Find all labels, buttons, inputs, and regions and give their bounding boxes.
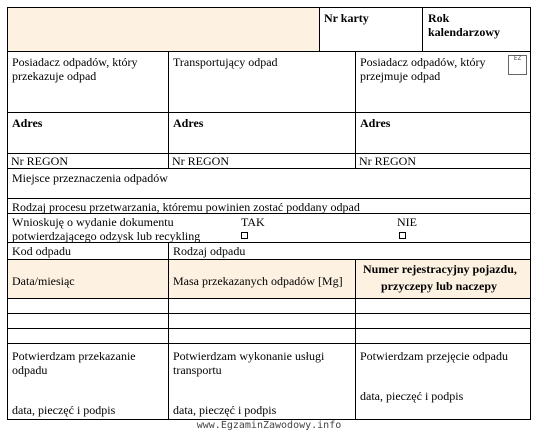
mass-label: Masa przekazanych odpadów [Mg]: [173, 274, 343, 288]
yes-checkbox[interactable]: [241, 232, 248, 239]
date-month-header: [7, 259, 169, 299]
regon-cell-3: [355, 153, 531, 169]
recovery-request-cell: [7, 213, 531, 243]
table-row[interactable]: [168, 298, 356, 314]
yes-label: TAK: [241, 215, 265, 229]
table-row[interactable]: [7, 328, 169, 344]
confirm-transport-cell: [168, 343, 356, 420]
table-row[interactable]: [168, 313, 356, 329]
address-cell-1: [7, 112, 169, 154]
table-row[interactable]: [355, 298, 531, 314]
regon-label-2: Nr REGON: [172, 154, 229, 168]
confirm-receipt-cell: [355, 343, 531, 420]
destination-label: Miejsce przeznaczenia odpadów: [12, 171, 168, 185]
watermark-stamp-text: EZ: [513, 55, 522, 62]
confirm-transfer-cell: [7, 343, 169, 420]
holder-transferring-label-2: przekazuje odpad: [12, 69, 97, 83]
holder-receiving-label-2: przejmuje odpad: [360, 69, 441, 83]
address-cell-3: [355, 112, 531, 154]
address-label-2: Adres: [173, 116, 204, 130]
vehicle-reg-label-2: przyczepy lub naczepy: [381, 279, 497, 293]
calendar-year-cell: [422, 7, 531, 52]
signature-label-3: data, pieczęć i podpis: [360, 389, 464, 403]
waste-type-cell: [168, 242, 531, 260]
carrier-cell: [168, 51, 356, 113]
confirm-transport-label-1: Potwierdzam wykonanie usługi: [173, 349, 325, 363]
confirm-transport-label-2: transportu: [173, 363, 222, 377]
year-label-line2: kalendarzowy: [428, 25, 500, 39]
card-number-cell: [319, 7, 423, 52]
signature-label-1: data, pieczęć i podpis: [12, 403, 116, 417]
recovery-request-label-1: Wnioskuję o wydanie dokumentu: [12, 215, 174, 229]
vehicle-reg-header: [355, 259, 531, 299]
holder-receiving-cell: [355, 51, 531, 113]
vehicle-reg-label-1: Numer rejestracyjny pojazdu,: [363, 262, 517, 276]
confirm-transfer-label-1: Potwierdzam przekazanie: [12, 349, 136, 363]
table-row[interactable]: [355, 328, 531, 344]
destination-cell: [7, 168, 531, 199]
regon-label-1: Nr REGON: [11, 154, 68, 168]
holder-transferring-cell: [7, 51, 169, 113]
address-label-1: Adres: [12, 116, 43, 130]
regon-cell-1: [7, 153, 169, 169]
card-number-label: Nr karty: [324, 11, 369, 25]
table-row[interactable]: [168, 328, 356, 344]
confirm-receipt-label: Potwierdzam przejęcie odpadu: [360, 349, 508, 363]
confirm-transfer-label-2: odpadu: [12, 363, 48, 377]
signature-label-2: data, pieczęć i podpis: [173, 403, 277, 417]
table-row[interactable]: [355, 313, 531, 329]
address-label-3: Adres: [360, 116, 391, 130]
mass-header: [168, 259, 356, 299]
date-month-label: Data/miesiąc: [12, 274, 75, 288]
header-blank-cell: [7, 7, 320, 52]
regon-cell-2: [168, 153, 356, 169]
process-type-cell: [7, 198, 531, 214]
no-checkbox[interactable]: [399, 232, 406, 239]
address-cell-2: [168, 112, 356, 154]
holder-transferring-label-1: Posiadacz odpadów, który: [12, 55, 138, 69]
regon-label-3: Nr REGON: [359, 154, 416, 168]
recovery-request-label-2: potwierdzającego odzysk lub recykling: [12, 229, 201, 243]
waste-code-label: Kod odpadu: [12, 244, 71, 258]
table-row[interactable]: [7, 298, 169, 314]
no-label: NIE: [397, 215, 417, 229]
site-footer-url: www.EgzaminZawodowy.info: [196, 420, 342, 431]
table-row[interactable]: [7, 313, 169, 329]
waste-type-label: Rodzaj odpadu: [173, 244, 246, 258]
carrier-label: Transportujący odpad: [173, 55, 278, 69]
process-type-label: Rodzaj procesu przetwarzania, któremu powinien zostać poddany odpad: [12, 200, 360, 214]
holder-receiving-label-1: Posiadacz odpadów, który: [360, 55, 486, 69]
watermark-stamp: [508, 55, 527, 75]
year-label-line1: Rok: [428, 11, 450, 25]
waste-code-cell: [7, 242, 169, 260]
